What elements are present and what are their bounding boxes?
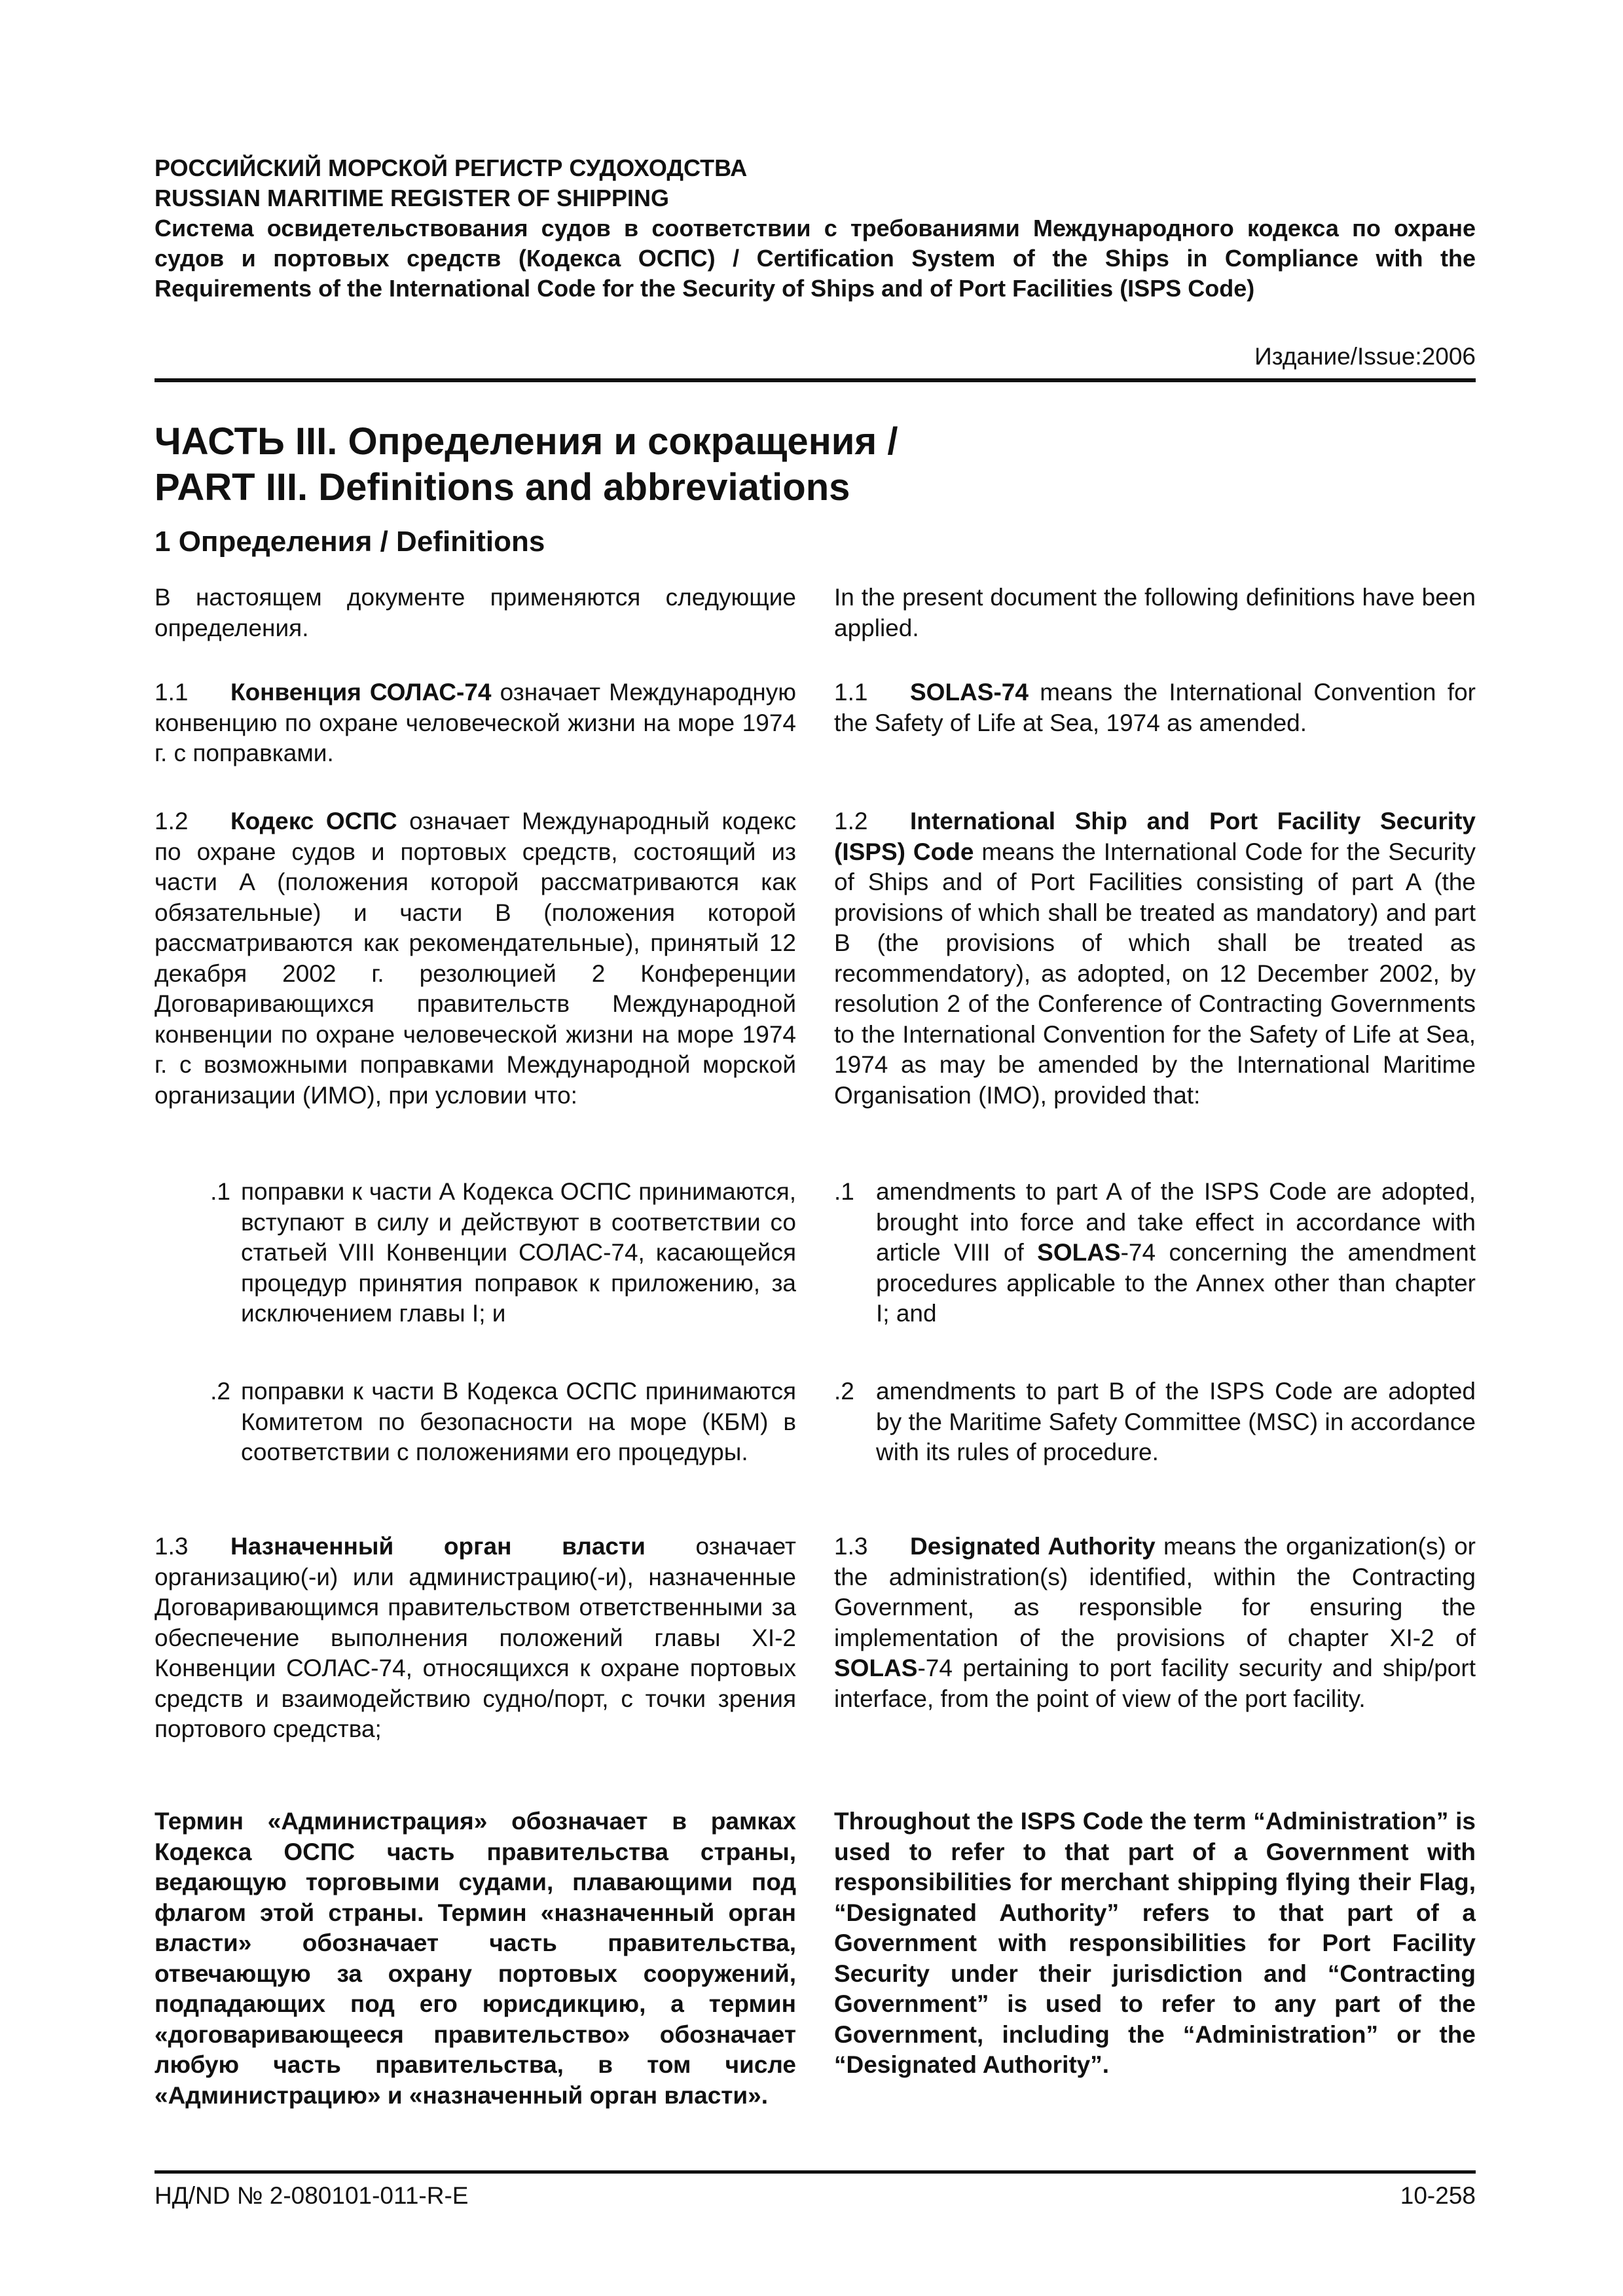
ru-def-1-1-term: Конвенция СОЛАС-74: [230, 679, 492, 706]
en-def-1-2: [834, 806, 1476, 1111]
ru-sub-1-mark: .1: [210, 1178, 230, 1205]
ru-def-1-3-num: 1.3: [155, 1533, 189, 1560]
part-title-en: PART III. Definitions and abbreviations: [155, 466, 850, 509]
en-sub-1-mark: .1: [834, 1178, 854, 1205]
system-title: Система освидетельствования судов в соответствии с требованиями Международного кодекса по охране судов и портовых средств (Кодекса ОСПС) / Certification System of the Ships in Compliance with the Requirements of the International Code for the Security of Ships and of Port Facilities (ISPS Code): [155, 215, 1476, 302]
en-def-1-3-term: Designated Authority: [910, 1533, 1156, 1560]
ru-sub-2-mark: .2: [210, 1378, 230, 1405]
ru-def-1-2-term: Кодекс ОСПС: [230, 808, 397, 834]
footer-doc-number: НД/ND № 2-080101-011-R-E: [155, 2182, 469, 2209]
ru-def-1-1-num: 1.1: [155, 679, 189, 706]
ru-note: [155, 1806, 796, 2111]
en-note: [834, 1806, 1476, 2081]
en-note-text: Throughout the ISPS Code the term “Administration” is used to refer to that part of a Government with responsibilities for merchant shipping flying their Flag, “Designated Authority” refers to that part of a Government with responsibilities for Port Facility Security under their jurisdiction and “Contracting Government” is used to refer to any part of the Government, including the “Administration” or the “Designated Authority”.: [834, 1808, 1476, 2078]
en-def-1-2-text: means the International Code for the Security of Ships and of Port Facilities consisting of part A (the provisions of which shall be treated as mandatory) and part B (the provisions of which shall be treated as recommendatory), as adopted, on 12 December 2002, by resolution 2 of the Conference of Contracting Governments to the International Convention for the Safety of Life at Sea, 1974 as may be amended by the International Maritime Organisation (IMO), provided that:: [834, 838, 1476, 1109]
en-intro: [834, 583, 1476, 643]
en-def-1-3-text-a: means the organization(s) or the administration(s) identified, within the Contracting Government, as responsible for ensuring the implementation of the provisions of chapter XI-2 of: [834, 1533, 1516, 1651]
document-header: [155, 153, 1476, 304]
en-sub-2-mark: .2: [834, 1378, 854, 1405]
footer-divider: [155, 2170, 1476, 2174]
part-title-ru: ЧАСТЬ III. Определения и сокращения /: [155, 420, 898, 463]
section-title: 1 Определения / Definitions: [155, 526, 545, 558]
en-def-1-1-text: means the International Convention for the Safety of Life at Sea, 1974 as amended.: [834, 679, 1476, 736]
header-divider: [155, 378, 1476, 382]
en-def-1-1-term: SOLAS-74: [910, 679, 1029, 706]
en-def-1-2-num: 1.2: [834, 808, 868, 834]
ru-def-1-1-text: означает Международную конвенцию по охране человеческой жизни на море 1974 г. с поправками.: [155, 679, 796, 766]
ru-def-1-2-num: 1.2: [155, 808, 189, 834]
en-intro-text: In the present document the following definitions have been applied.: [834, 584, 1476, 641]
ru-intro: [155, 583, 796, 643]
en-def-1-2-term: International Ship and Port Facility Security (ISPS) Code: [834, 808, 1476, 865]
ru-note-text: Термин «Администрация» обозначает в рамках Кодекса ОСПС часть правительства страны, ведающую торговыми судами, плавающими под флагом этой страны. Термин «назначенный орган власти» обозначает часть правительства, отвечающую за охрану портовых сооружений, подпадающих под его юрисдикцию, а термин «договаривающееся правительство» обозначает любую часть правительства, в том числе «Администрацию» и «назначенный орган власти».: [155, 1808, 796, 2109]
footer-page-number: 10-258: [1400, 2182, 1476, 2209]
en-sub-1-text-a: amendments to part A of the ISPS Code are adopted, brought into force and take effect in accordance with article VIII of: [876, 1178, 1476, 1266]
en-sub-2-text: amendments to part B of the ISPS Code are adopted by the Maritime Safety Committee (MSC) in accordance with its rules of procedure.: [876, 1378, 1476, 1465]
org-name-ru: РОССИЙСКИЙ МОРСКОЙ РЕГИСТР СУДОХОДСТВА: [155, 154, 748, 181]
ru-intro-text: В настоящем документе применяются следующие определения.: [155, 584, 796, 641]
en-sub-1-term: SOLAS: [1037, 1239, 1121, 1266]
part-title: [155, 419, 1476, 511]
en-def-1-3-num: 1.3: [834, 1533, 868, 1560]
ru-sub-1-text: поправки к части А Кодекса ОСПС принимаются, вступают в силу и действуют в соответствии со статьей VIII Конвенции СОЛАС-74, касающейся процедур принятия поправок к приложению, за исключением главы I; и: [241, 1178, 796, 1327]
en-def-1-3-term2: SOLAS: [834, 1655, 918, 1681]
ru-def-1-3-text: означает организацию(-и) или администрацию(-и), назначенные Договаривающимся правительством ответственными за обеспечение выполнения положений главы XI-2 Конвенции СОЛАС-74, относящихся к охране портовых средств и взаимодействию судно/порт, с точки зрения портового средства;: [155, 1533, 796, 1742]
ru-def-1-3: [155, 1532, 796, 1745]
issue-label: Издание/Issue:2006: [1254, 343, 1476, 370]
ru-def-1-2-text: означает Международный кодекс по охране судов и портовых средств, состоящий из части А (положения которой рассматриваются как обязательные) и части В (положения которой рассматриваются как рекомендательные), принятый 12 декабря 2002 г. резолюцией 2 Конференции Договаривающихся правительств Международной конвенции по охране человеческой жизни на море 1974 г. с возможными поправками Международной морской организации (ИМО), при условии что:: [155, 808, 796, 1109]
en-def-1-3-text-b: -74 pertaining to port facility security and ship/port interface, from the point of view of the port facility.: [834, 1655, 1476, 1712]
en-def-1-3: [834, 1532, 1516, 1714]
ru-def-1-1: [155, 677, 796, 769]
ru-sub-2: [155, 1376, 796, 1468]
org-name-en: RUSSIAN MARITIME REGISTER OF SHIPPING: [155, 185, 670, 211]
en-sub-2: [834, 1376, 1476, 1468]
en-sub-1-text-b: -74 concerning the amendment procedures applicable to the Annex other than chapter I; and: [876, 1239, 1476, 1327]
en-def-1-1-num: 1.1: [834, 679, 868, 706]
ru-sub-2-text: поправки к части В Кодекса ОСПС принимаются Комитетом по безопасности на море (КБМ) в соответствии с положениями его процедуры.: [241, 1378, 796, 1465]
ru-def-1-3-term: Назначенный орган власти: [230, 1533, 646, 1560]
en-sub-1-text: [876, 1177, 1476, 1329]
en-def-1-1: [834, 677, 1476, 738]
ru-sub-1: [155, 1177, 796, 1329]
ru-def-1-2: [155, 806, 796, 1111]
en-sub-1: [834, 1177, 1476, 1329]
